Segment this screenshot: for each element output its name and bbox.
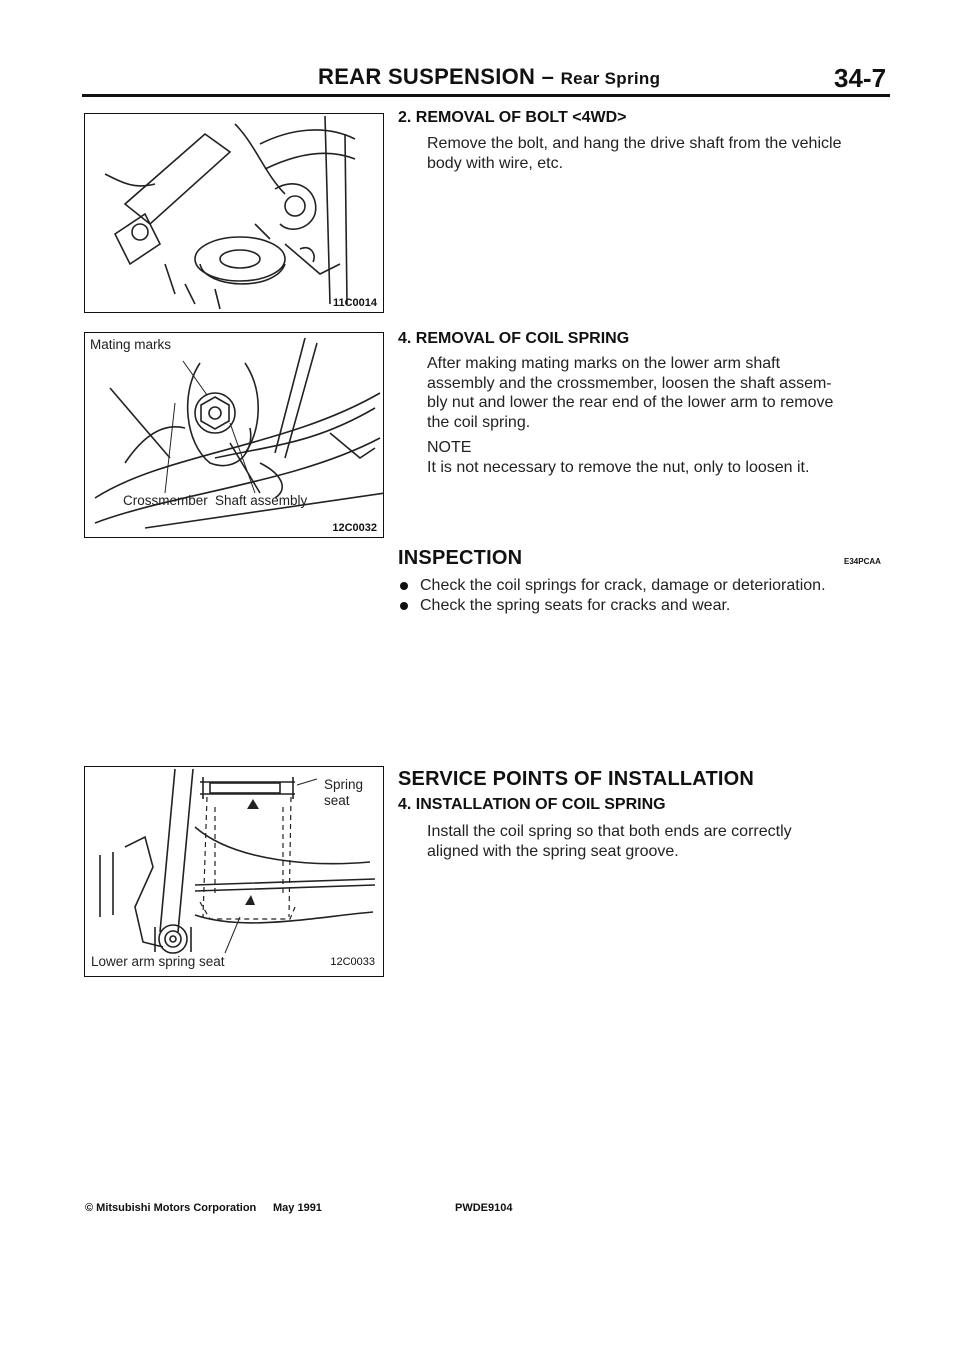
bullet-icon bbox=[400, 582, 408, 590]
bullet-text: Check the spring seats for cracks and wear. bbox=[420, 597, 731, 614]
label-spring: Spring bbox=[324, 777, 364, 792]
label-lower-arm-spring-seat: Lower arm spring seat bbox=[91, 954, 225, 969]
text-line: aligned with the spring seat groove. bbox=[427, 842, 679, 860]
subsection-title: Rear Spring bbox=[560, 69, 661, 88]
figure-drive-shaft bbox=[84, 113, 384, 313]
label-mating-marks: Mating marks bbox=[90, 337, 172, 352]
footer-copyright: © Mitsubishi Motors Corporation bbox=[85, 1202, 257, 1214]
text-line: assembly and the crossmember, loosen the shaft assem- bbox=[427, 374, 832, 392]
inspection-bullets bbox=[398, 576, 898, 616]
list-item bbox=[398, 576, 898, 596]
step-text-install-coil-spring bbox=[427, 822, 897, 861]
bullet-text: Check the coil springs for crack, damage or deterioration. bbox=[420, 577, 826, 594]
step-text-remove-coil-spring bbox=[427, 354, 897, 477]
inspection-heading: INSPECTION bbox=[398, 547, 523, 569]
label-seat: seat bbox=[324, 793, 350, 808]
text-line: After making mating marks on the lower arm shaft bbox=[427, 355, 781, 372]
list-item bbox=[398, 596, 898, 616]
header-rule bbox=[82, 94, 890, 97]
page-number: 34-7 bbox=[834, 63, 887, 93]
step-heading-remove-coil-spring: 4. REMOVAL OF COIL SPRING bbox=[398, 330, 630, 347]
text-line: bly nut and lower the rear end of the lower arm to remove bbox=[427, 394, 834, 411]
page-header-title bbox=[318, 64, 660, 90]
installation-heading: SERVICE POINTS OF INSTALLATION bbox=[398, 768, 755, 790]
figure-code: 12C0033 bbox=[330, 956, 375, 968]
footer-date: May 1991 bbox=[273, 1202, 322, 1214]
text-line: Remove the bolt, and hang the drive shaft from the vehicle bbox=[427, 135, 842, 152]
text-line: the coil spring. bbox=[427, 413, 531, 431]
drive-shaft-illustration bbox=[85, 114, 383, 312]
inspection-code: E34PCAA bbox=[844, 557, 881, 566]
note-label: NOTE bbox=[427, 439, 472, 456]
note-text: It is not necessary to remove the nut, only to loosen it. bbox=[427, 458, 810, 476]
figure-spring-seat bbox=[84, 766, 384, 977]
text-line: Install the coil spring so that both ends are correctly bbox=[427, 823, 792, 840]
header-separator: – bbox=[541, 64, 555, 89]
section-title: REAR SUSPENSION bbox=[318, 64, 536, 89]
footer-doc-code: PWDE9104 bbox=[455, 1202, 513, 1214]
step-heading-remove-bolt: 2. REMOVAL OF BOLT <4WD> bbox=[398, 109, 627, 126]
figure-code: 12C0032 bbox=[332, 522, 377, 534]
step-heading-install-coil-spring: 4. INSTALLATION OF COIL SPRING bbox=[398, 796, 666, 813]
figure-code: 11C0014 bbox=[332, 297, 377, 309]
step-text-remove-bolt bbox=[427, 134, 897, 173]
figure-mating-marks bbox=[84, 332, 384, 538]
label-crossmember: Crossmember bbox=[123, 493, 208, 508]
text-line: body with wire, etc. bbox=[427, 154, 564, 172]
label-shaft-assembly: Shaft assembly bbox=[215, 493, 308, 508]
bullet-icon bbox=[400, 602, 408, 610]
